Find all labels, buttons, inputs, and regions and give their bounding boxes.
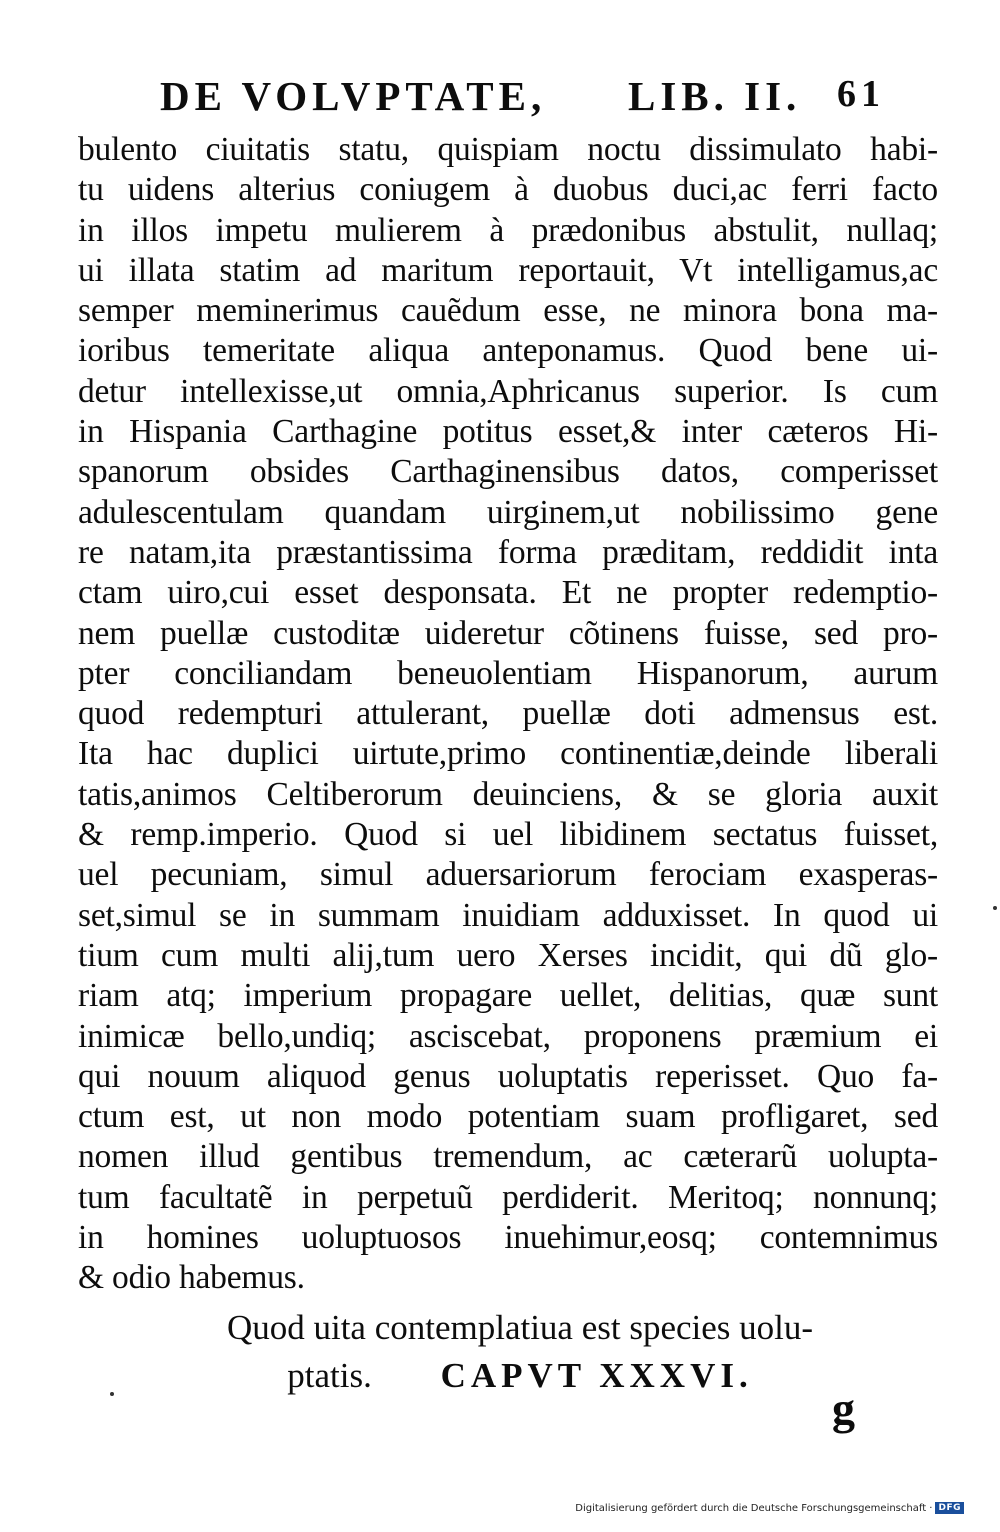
text-line: in illos impetu mulierem à prædonibus abstulit, nullaq; (78, 211, 938, 249)
text-line: Ita hac duplici uirtute,primo continentiæ,deinde liberali (78, 735, 938, 773)
digitization-footer (575, 1502, 964, 1514)
text-line: set,simul se in summam inuidiam adduxisset. In quod ui (78, 896, 938, 934)
text-line: nem puellæ custoditæ uideretur cõtinens fuisse, sed pro- (78, 614, 938, 652)
text-line: bulento ciuitatis statu, quispiam noctu dissimulato habi- (78, 131, 938, 168)
text-line: tatis,animos Celtiberorum deuinciens, & se gloria auxit (78, 775, 938, 813)
chapter-heading (150, 1304, 890, 1400)
speck (993, 906, 997, 910)
running-title: DE VOLVPTATE, (160, 73, 547, 119)
text-line: in homines uoluptuosos inuehimur,eosq; contemnimus (78, 1219, 938, 1257)
text-line: re natam,ita præstantissima forma præditam, reddidit inta (78, 533, 938, 571)
text-line: tu uidens alterius coniugem à duobus duci,ac ferri facto (78, 171, 938, 209)
book-number: LIB. II. (628, 73, 802, 119)
folio-number: 61 (837, 73, 885, 115)
text-line: semper meminerimus cauẽdum esse, ne minora bona ma- (78, 292, 938, 330)
text-line: detur intellexisse,ut omnia,Aphricanus superior. Is cum (78, 372, 938, 410)
text-line: ctum est, ut non modo potentiam suam profligaret, sed (78, 1098, 938, 1136)
chapter-heading-line-2 (150, 1352, 890, 1400)
chapter-heading-line-1: Quod uita contemplatiua est species uolu- (226, 1308, 814, 1347)
text-line: riam atq; imperium propagare uellet, delitias, quæ sunt (78, 977, 938, 1015)
body-text (78, 130, 938, 1299)
text-line: in Hispania Carthagine potitus esset,& inter cæteros Hi- (78, 413, 938, 451)
text-line: nomen illud gentibus tremendum, ac cæterarũ uolupta- (78, 1138, 938, 1176)
page-header (160, 72, 885, 124)
text-line: tum facultatẽ in perpetuũ perdiderit. Meritoq; nonnunq; (78, 1178, 938, 1216)
text-line: inimicæ bello,undiq; asciscebat, proponens præmium ei (78, 1017, 938, 1055)
footer-credit: Digitalisierung gefördert durch die Deutsche Forschungsgemeinschaft · (575, 1502, 933, 1514)
text-line: uel pecuniam, simul aduersariorum ferociam exasperas- (78, 856, 938, 894)
text-line: ioribus temeritate aliqua anteponamus. Quod bene ui- (78, 332, 938, 370)
speck (110, 1392, 114, 1396)
text-line: pter conciliandam beneuolentiam Hispanorum, aurum (78, 654, 938, 692)
chapter-number: CAPVT XXXVI. (440, 1356, 753, 1395)
text-line: ctam uiro,cui esset desponsata. Et ne propter redemptio- (78, 574, 938, 612)
text-line: & odio habemus. (78, 1259, 305, 1297)
text-line: tium cum multi alij,tum uero Xerses incidit, qui dũ glo- (78, 936, 938, 974)
text-line: qui nouum aliquod genus uoluptatis reperisset. Quo fa- (78, 1057, 938, 1095)
dfg-logo: DFG (935, 1502, 964, 1514)
text-line: ui illata statim ad maritum reportauit, Vt intelligamus,ac (78, 251, 938, 289)
text-line: spanorum obsides Carthaginensibus datos, comperisset (78, 453, 938, 491)
signature-mark: g (832, 1383, 855, 1434)
text-line: adulescentulam quandam uirginem,ut nobilissimo gene (78, 493, 938, 531)
text-line: quod redempturi attulerant, puellæ doti admensus est. (78, 695, 938, 733)
text-line: & remp.imperio. Quod si uel libidinem sectatus fuisset, (78, 816, 938, 854)
chapter-heading-text: ptatis. (287, 1356, 372, 1395)
